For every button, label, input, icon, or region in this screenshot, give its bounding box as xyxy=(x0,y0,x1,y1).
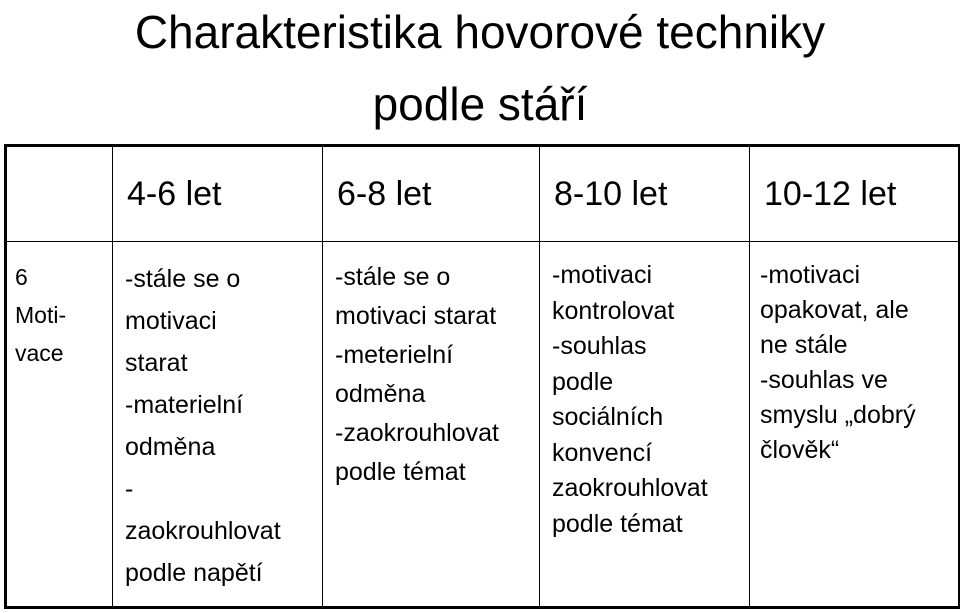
cell-4-6-text: -stále se o motivaci starat -materielní odměna - zaokrouhlovat podle napětí xyxy=(125,265,281,587)
header-cell-4-6: 4-6 let xyxy=(113,146,323,242)
table-header-row xyxy=(6,146,960,242)
cell-6-8-text: -stále se o motivaci starat -meterielní odměna -zaokrouhlovat podle témat xyxy=(335,263,499,486)
cell-10-12-text: -motivaci opakovat, ale ne stále -souhlas ve smyslu „dobrý člověk“ xyxy=(760,261,916,464)
cell-8-10-text: -motivaci kontrolovat -souhlas podle sociálních konvencí zaokrouhlovat podle témat xyxy=(552,261,708,538)
cell-8-10 xyxy=(540,242,750,608)
slide-title-line-1: Charakteristika hovorové techniky xyxy=(134,6,826,58)
row-label-cell xyxy=(6,242,113,608)
age-characteristics-table xyxy=(4,144,960,609)
header-cell-10-12: 10-12 let xyxy=(750,146,960,242)
header-cell-8-10: 8-10 let xyxy=(540,146,750,242)
cell-6-8 xyxy=(323,242,540,608)
header-cell-6-8: 6-8 let xyxy=(323,146,540,242)
table-row xyxy=(6,242,960,608)
header-cell-empty xyxy=(6,146,113,242)
cell-4-6 xyxy=(113,242,323,608)
row-label: 6 Moti- vace xyxy=(15,264,67,366)
slide-title-line-2: podle stáří xyxy=(372,78,588,130)
cell-10-12 xyxy=(750,242,960,608)
